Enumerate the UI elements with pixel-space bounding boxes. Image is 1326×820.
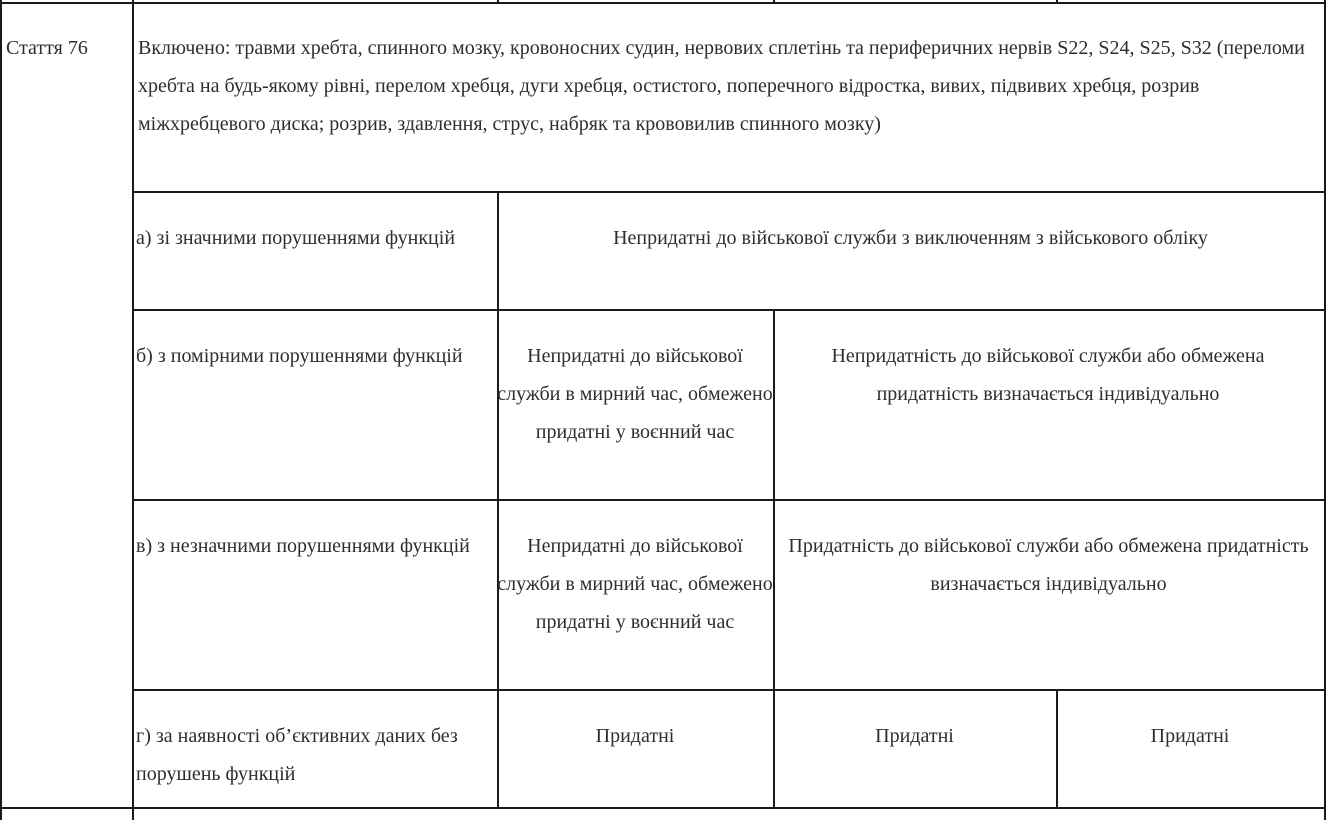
subsection-b-verdict-merged: Непридатність до військової служби або обмежена придатність визначається індивідуально: [831, 345, 1265, 405]
subsection-a-verdict: Непридатні до військової служби з виключенням з військового обліку: [613, 227, 1208, 249]
subsection-c-verdict-col2: Непридатні до військової служби в мирний час, обмежено придатні у воєнний час: [497, 535, 773, 633]
table-border-left: [0, 0, 2, 820]
article-description: Включено: травми хребта, спинного мозку, кровоносних судин, нервових сплетінь та периферичних нервів S22, S24, S25, S32 (переломи хребта на будь-якому рівні, перелом хребця, дуги хребця, остистого, поперечного відростка, вивих, підвивих хребця, розрив міжхребцевого диска; розрив, здавлення, струс, набряк та крововилив спинного мозку): [138, 37, 1305, 135]
table-column-divider: [497, 0, 499, 3]
subsection-b-label: б) з помірними порушеннями функцій: [136, 345, 463, 367]
subsection-d-verdict-col4: Придатні: [1150, 725, 1230, 747]
table-rule-bottom: [0, 807, 1326, 809]
subsection-d-verdict-col3: Придатні: [875, 725, 954, 747]
table-column-divider: [1056, 0, 1058, 3]
table-rule: [132, 689, 1326, 691]
table-rule: [132, 309, 1326, 311]
subsection-c-verdict-merged: Придатність до військової служби або обмежена придатність визначається індивідуально: [788, 535, 1309, 595]
article-label: Стаття 76: [6, 37, 88, 59]
table-rule: [132, 499, 1326, 501]
subsection-c-label: в) з незначними порушеннями функцій: [136, 535, 470, 557]
subsection-b-verdict-col2: Непридатні до військової служби в мирний час, обмежено придатні у воєнний час: [497, 345, 773, 443]
subsection-d-verdict-col2: Придатні: [595, 725, 675, 747]
table-column-divider: [773, 0, 775, 3]
table-rule: [132, 191, 1326, 193]
subsection-a-label: а) зі значними порушеннями функцій: [136, 227, 456, 249]
table-column-divider: [132, 0, 134, 820]
subsection-d-label: г) за наявності об’єктивних даних без порушень функцій: [136, 725, 458, 785]
table-rule-top: [0, 2, 1326, 4]
